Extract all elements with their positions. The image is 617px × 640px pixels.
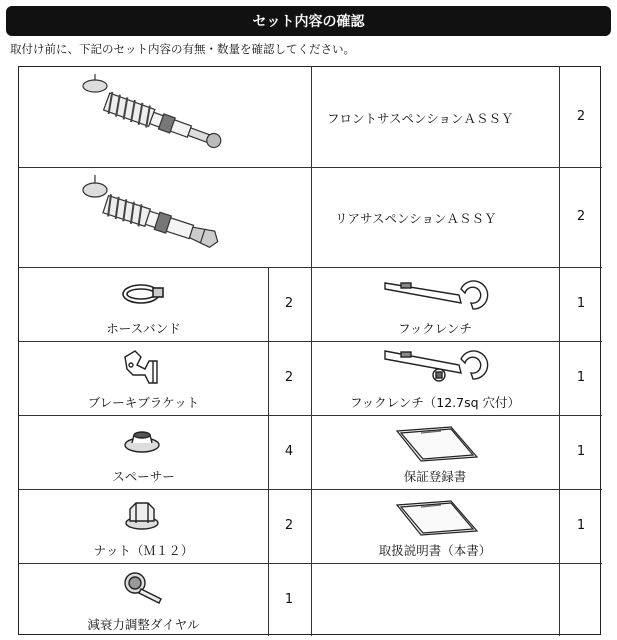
rear-coilover-icon [77, 170, 237, 265]
table-row [311, 341, 559, 415]
item-label: 取扱説明書（本書） [378, 543, 492, 558]
item-quantity: 2 [284, 296, 294, 311]
table-row [311, 415, 559, 489]
document-sheet-icon [391, 497, 481, 537]
table-row [19, 563, 268, 636]
item-quantity: 1 [576, 296, 586, 311]
table-row [19, 267, 268, 341]
item-quantity: 2 [284, 370, 294, 385]
item-label: 減衰力調整ダイヤル [87, 617, 200, 632]
item-quantity: 1 [576, 444, 586, 459]
brake-bracket-icon [119, 347, 165, 387]
nut-icon [122, 497, 162, 531]
table-row [311, 489, 559, 563]
front-coilover-icon [77, 70, 237, 165]
table-row [19, 489, 268, 563]
table-row [19, 415, 268, 489]
damping-dial-icon [117, 569, 167, 605]
item-label: ナット（Ｍ１２） [93, 543, 194, 558]
table-row [311, 267, 559, 341]
item-quantity: 2 [284, 518, 294, 533]
contents-table [18, 66, 601, 635]
document-sheet-icon [391, 423, 481, 463]
item-label: ブレーキブラケット [87, 395, 200, 410]
hook-wrench-icon [381, 277, 491, 311]
item-quantity: 1 [576, 370, 586, 385]
divider [559, 67, 560, 636]
table-row [19, 167, 311, 267]
item-quantity: 4 [284, 444, 294, 459]
spacer-icon [122, 427, 162, 457]
hose-band-icon [119, 279, 169, 309]
item-label: フロントサスペンションＡＳＳＹ [327, 111, 514, 126]
item-quantity: 1 [576, 518, 586, 533]
item-quantity: 1 [284, 592, 294, 607]
item-label: スペーサー [112, 469, 175, 484]
item-quantity: 2 [576, 209, 586, 224]
instruction-text: 取付け前に、下記のセット内容の有無・数量を確認してください。 [10, 42, 355, 56]
item-label: フックレンチ（12.7sq 穴付） [349, 395, 521, 410]
item-label: 保証登録書 [403, 469, 467, 484]
section-title: セット内容の確認 [252, 14, 365, 30]
item-quantity: 2 [576, 109, 586, 124]
item-label: リアサスペンションＡＳＳＹ [335, 211, 497, 226]
hook-wrench-square-hole-icon [381, 345, 491, 385]
item-label: フックレンチ [398, 321, 472, 336]
table-row [19, 67, 311, 167]
table-row [19, 341, 268, 415]
item-label: ホースバンド [106, 321, 181, 336]
section-title-bar [6, 6, 611, 36]
